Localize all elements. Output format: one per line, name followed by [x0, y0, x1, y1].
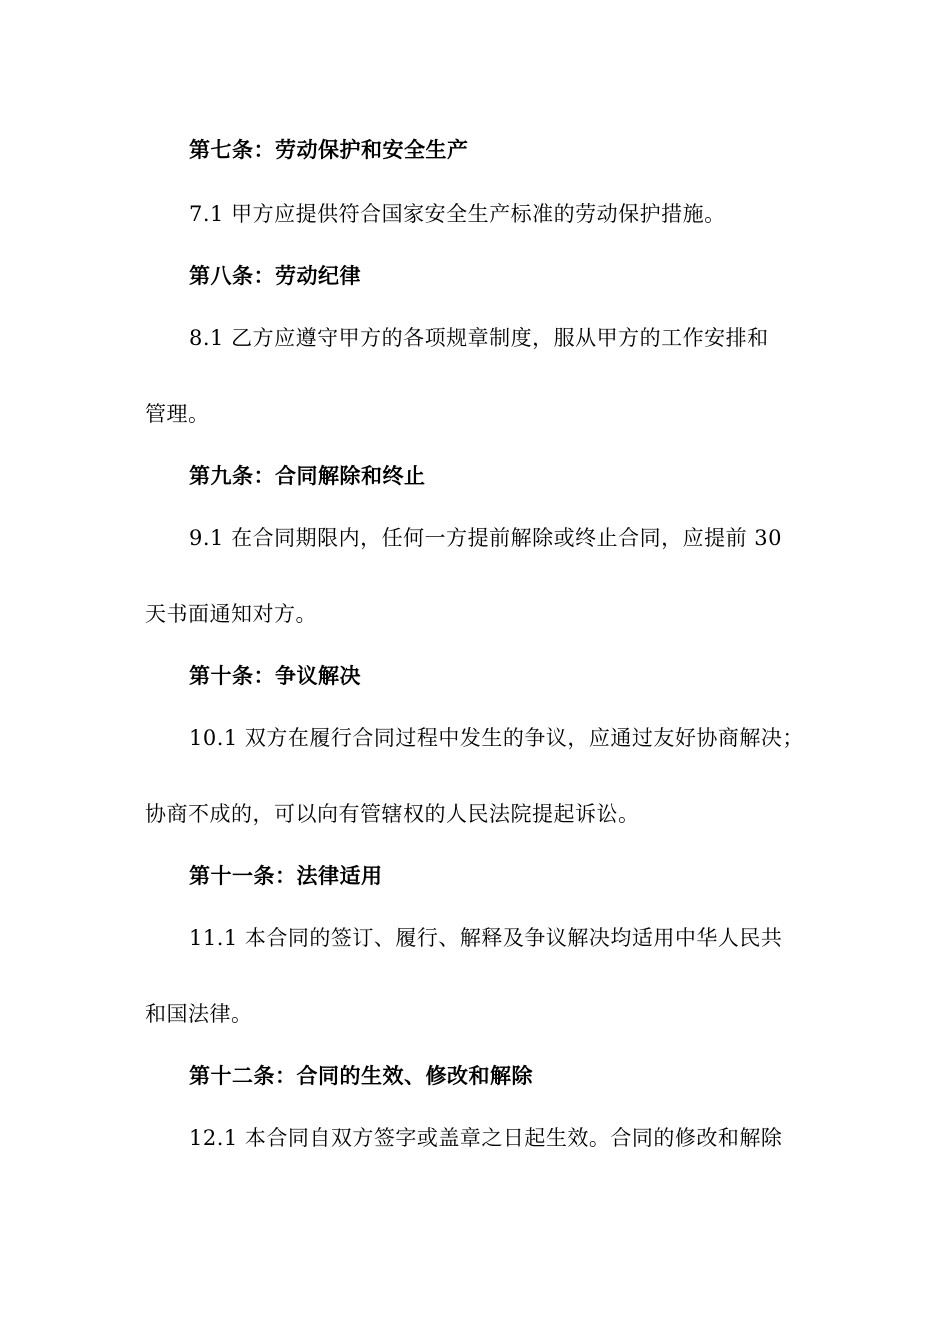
paragraph-line: 11.1 本合同的签订、履行、解释及争议解决均适用中华人民共	[189, 926, 783, 950]
section-heading: 第十一条：法律适用	[189, 864, 383, 888]
paragraph-line: 和国法律。	[145, 1002, 253, 1026]
paragraph-line: 8.1 乙方应遵守甲方的各项规章制度，服从甲方的工作安排和	[189, 326, 769, 350]
paragraph-line: 10.1 双方在履行合同过程中发生的争议，应通过友好协商解决；	[189, 726, 804, 750]
paragraph-line: 12.1 本合同自双方签字或盖章之日起生效。合同的修改和解除	[189, 1126, 783, 1150]
section-heading: 第九条：合同解除和终止	[189, 464, 426, 488]
section-heading: 第十条：争议解决	[189, 664, 361, 688]
section-heading: 第七条：劳动保护和安全生产	[189, 138, 469, 162]
paragraph-line: 天书面通知对方。	[145, 602, 317, 626]
paragraph-line: 7.1 甲方应提供符合国家安全生产标准的劳动保护措施。	[189, 202, 726, 226]
section-heading: 第八条：劳动纪律	[189, 264, 361, 288]
paragraph-line: 协商不成的，可以向有管辖权的人民法院提起诉讼。	[145, 802, 640, 826]
section-heading: 第十二条：合同的生效、修改和解除	[189, 1064, 533, 1088]
paragraph-line: 9.1 在合同期限内，任何一方提前解除或终止合同，应提前 30	[189, 526, 782, 550]
paragraph-line: 管理。	[145, 402, 210, 426]
